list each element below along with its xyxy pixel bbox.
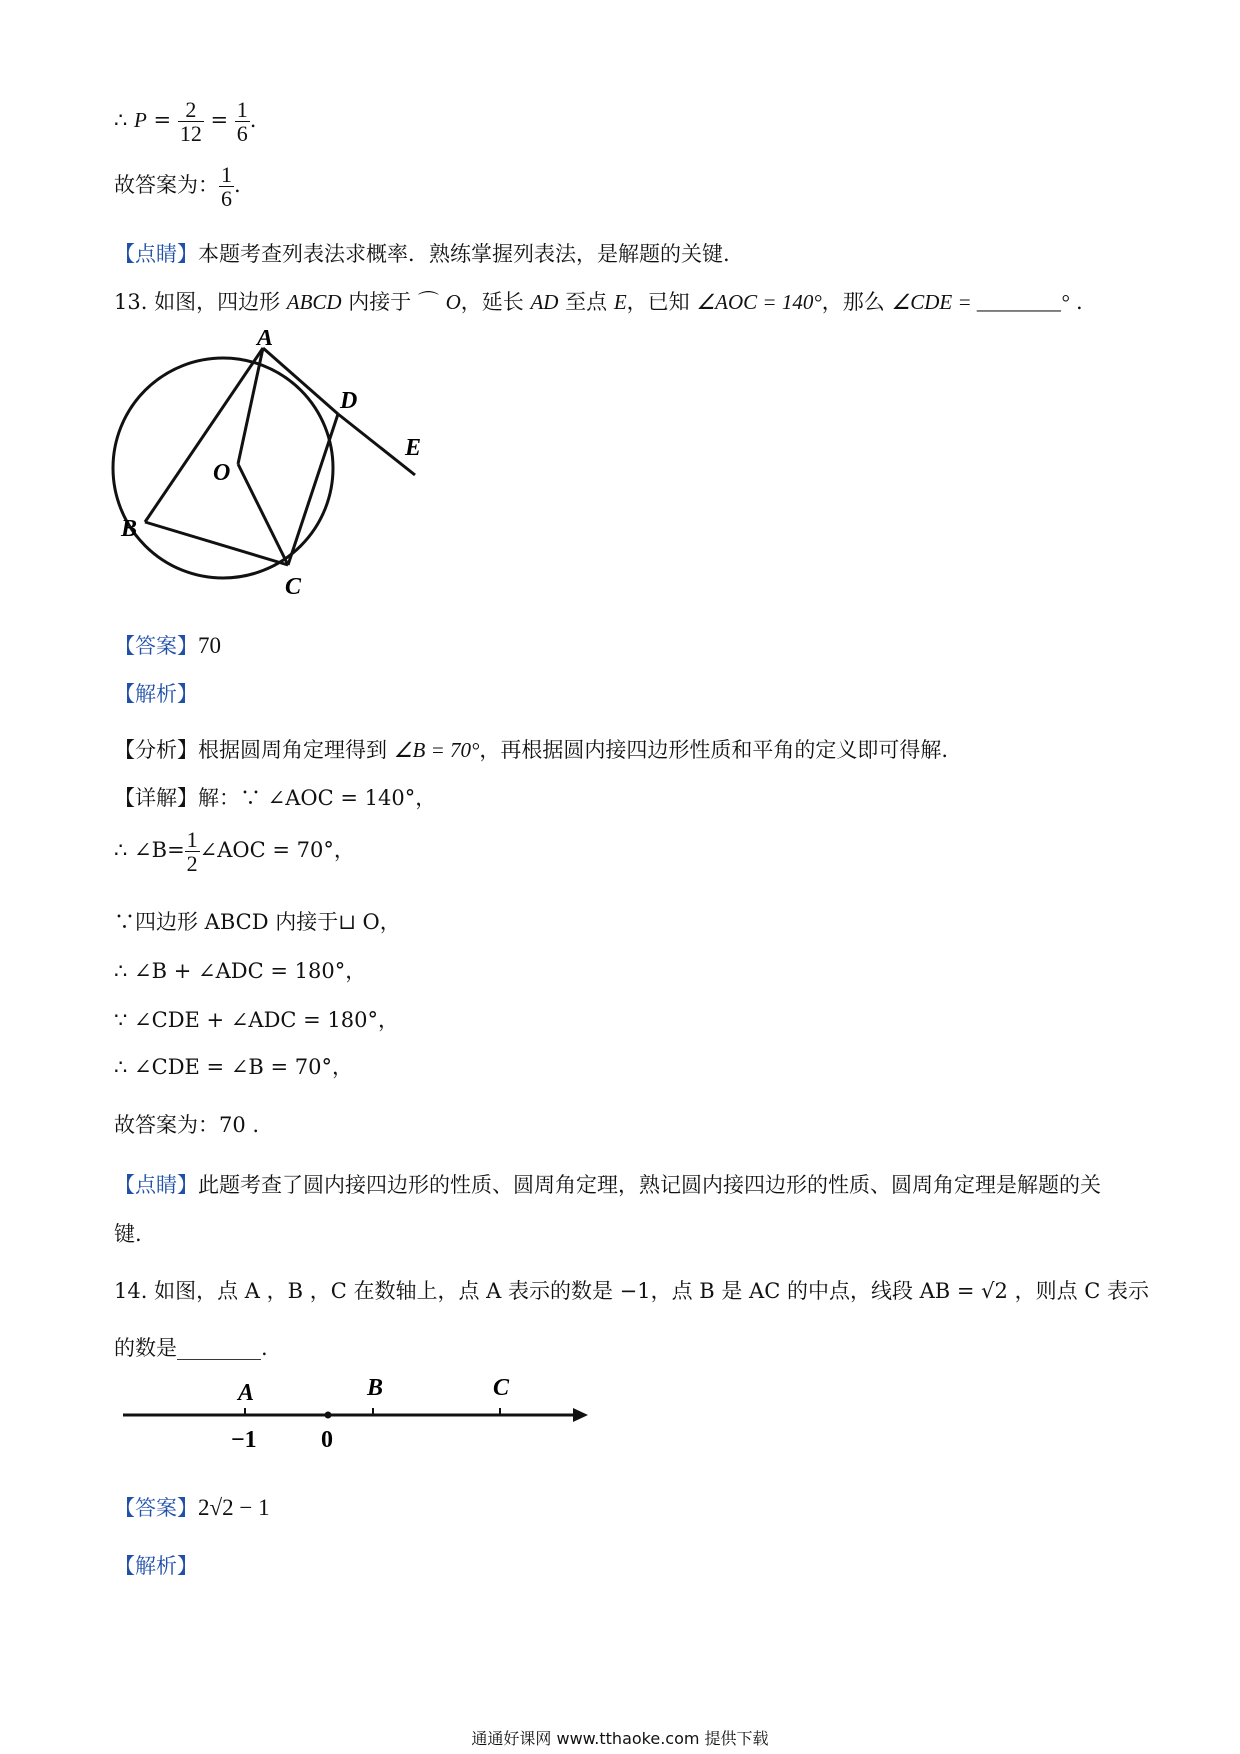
fraction-numerator: 1 <box>236 97 248 122</box>
question-text: . <box>1069 290 1083 314</box>
question-text: 14. 如图，点 A ，B ，C 在数轴上，点 A 表示的数是 −1，点 B 是 AC 的中点，线段 AB = √2 ，则点 C 表示 <box>114 1279 1150 1303</box>
asked-angle-blank: ∠CDE = ________° <box>891 290 1070 314</box>
q13-step4 <box>114 1004 399 1034</box>
p-equation <box>114 98 256 145</box>
label-d: D <box>340 388 358 414</box>
origin-dot <box>325 1412 332 1419</box>
q14-answer <box>114 1492 270 1522</box>
q13-question <box>114 286 1083 316</box>
comment-text: 此题考查了圆内接四边形的性质、圆周角定理，熟记圆内接四边形的性质、圆周角定理是解题的关 <box>198 1173 1101 1197</box>
question-text: ，那么 <box>821 290 892 314</box>
fraction-denominator: 6 <box>236 121 248 147</box>
q13-step3 <box>114 955 366 985</box>
question-text: 至点 <box>558 290 614 314</box>
q13-step5 <box>114 1051 353 1081</box>
equals-sign: = <box>146 108 178 133</box>
comment-text: 键. <box>114 1222 142 1246</box>
therefore-symbol: ∴ <box>114 108 135 133</box>
quad-name: ABCD <box>286 290 342 314</box>
fraction-2-12 <box>178 98 204 145</box>
answer-fraction <box>219 163 234 210</box>
question-text: 内接于 ⌒ <box>341 290 446 314</box>
final-answer: 故答案为：70 . <box>114 1113 260 1137</box>
question-text: 的数是________. <box>114 1336 268 1360</box>
circle-name: O <box>445 290 461 314</box>
q13-final <box>114 1109 259 1139</box>
segment-ad <box>263 348 338 414</box>
label-c: C <box>285 574 302 600</box>
question-text: 13. 如图，四边形 <box>114 290 287 314</box>
q13-answer <box>114 630 221 660</box>
detail-text: 解：∵ ∠AOC = 140°， <box>198 786 437 810</box>
fraction-numerator: 2 <box>178 98 204 122</box>
label-e: E <box>405 435 422 461</box>
tick-label-neg1: −1 <box>231 1427 257 1453</box>
radius-oc <box>238 464 288 565</box>
comment-tag: 【点睛】 <box>114 242 198 266</box>
segment-name: AD <box>530 290 559 314</box>
step-text: ∴ ∠B + ∠ADC = 180°， <box>114 959 367 983</box>
answer-prefix: 故答案为： <box>114 173 219 198</box>
q12-answer-line <box>114 163 241 210</box>
answer-value: 70 <box>198 633 221 658</box>
analysis-tag: 【解析】 <box>114 1554 198 1578</box>
segment-de-extension <box>338 414 415 475</box>
label-a: A <box>257 330 274 351</box>
step-text: ∴ ∠B= <box>114 838 185 863</box>
fraction-1-6 <box>235 98 250 145</box>
fraction-denominator: 6 <box>221 186 232 212</box>
half-fraction <box>185 828 200 875</box>
step-text: ∠AOC = 70°， <box>199 838 355 863</box>
fenxi-math: ∠B = 70° <box>393 738 480 762</box>
fenxi-text: ，再根据圆内接四边形性质和平角的定义即可得解. <box>479 738 949 762</box>
q13-comment <box>114 1169 1101 1199</box>
q13-analysis-tag <box>114 678 198 708</box>
fenxi-text: 根据圆周角定理得到 <box>198 738 394 762</box>
fraction-denominator: 2 <box>186 851 198 877</box>
q13-detail <box>114 782 436 812</box>
comment-tag: 【点睛】 <box>114 1173 198 1197</box>
circle-quadrilateral-figure <box>110 330 440 600</box>
answer-tag: 【答案】 <box>114 1496 198 1520</box>
fraction-numerator: 1 <box>221 162 232 187</box>
q13-step1 <box>114 828 355 875</box>
q13-fenxi <box>114 734 948 764</box>
period: . <box>234 173 241 198</box>
label-c: C <box>493 1375 510 1401</box>
step-text: ∵四边形 ABCD 内接于⊔ O， <box>114 910 401 934</box>
step-text: ∵ ∠CDE + ∠ADC = 180°， <box>114 1008 400 1032</box>
step-text: ∴ ∠CDE = ∠B = 70°， <box>114 1055 354 1079</box>
label-b: B <box>121 516 138 542</box>
point-name: E <box>613 290 627 314</box>
label-o: O <box>213 460 231 486</box>
label-b: B <box>367 1375 384 1401</box>
fraction-numerator: 1 <box>186 827 198 852</box>
label-a: A <box>238 1380 255 1406</box>
q13-comment-cont <box>114 1218 142 1248</box>
q14-question-line1 <box>114 1275 1149 1305</box>
question-text: ，已知 <box>626 290 697 314</box>
comment-text: 本题考查列表法求概率．熟练掌握列表法，是解题的关键. <box>198 242 730 266</box>
answer-value: 2√2 − 1 <box>198 1495 270 1520</box>
question-text: ，延长 <box>460 290 531 314</box>
axis-arrow-icon <box>573 1408 588 1422</box>
detail-tag: 【详解】 <box>114 786 198 810</box>
equals-sign: = <box>203 108 235 133</box>
answer-tag: 【答案】 <box>114 634 198 658</box>
p-variable: P <box>134 108 147 133</box>
q14-question-line2 <box>114 1332 268 1362</box>
analysis-tag: 【解析】 <box>114 682 198 706</box>
q13-step2 <box>114 906 401 936</box>
page-footer: 通通好课网 www.tthaoke.com 提供下载 <box>471 1729 769 1748</box>
tick-label-zero: 0 <box>321 1427 333 1453</box>
number-line-figure <box>118 1370 588 1460</box>
q14-analysis-tag <box>114 1550 198 1580</box>
given-angle: ∠AOC = 140° <box>696 290 822 314</box>
segment-bc <box>145 522 288 565</box>
period: . <box>249 108 257 133</box>
fraction-denominator: 12 <box>179 121 202 147</box>
q12-comment <box>114 238 730 268</box>
fenxi-tag: 【分析】 <box>114 738 198 762</box>
